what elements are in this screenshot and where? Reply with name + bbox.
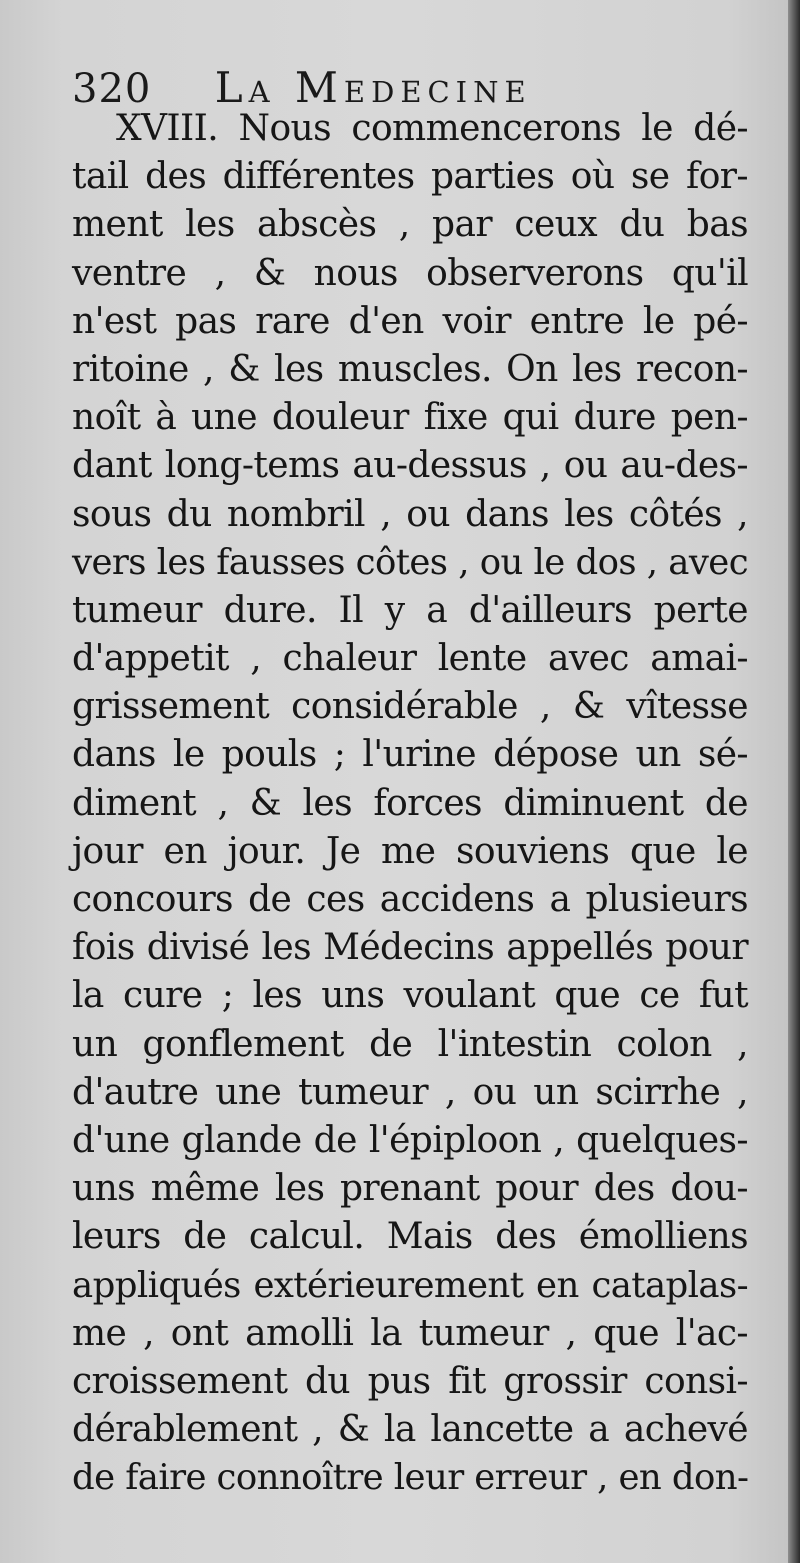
text-line: n'est pas rare d'en voir entre le pé-	[72, 300, 748, 342]
text-line: d'une glande de l'épiploon , quelques-	[72, 1119, 748, 1161]
text-line: noît à une douleur fixe qui dure pen-	[72, 397, 748, 439]
text-line: un gonflement de l'intestin colon ,	[72, 1023, 748, 1065]
text-line: concours de ces accidens a plusieurs	[72, 879, 748, 920]
text-line: XVIII. Nous commencerons le dé-	[116, 108, 748, 149]
page-edge-shadow	[788, 0, 800, 1563]
text-line: tumeur dure. Il y a d'ailleurs perte	[72, 589, 748, 631]
text-line: ventre , & nous observerons qu'il	[72, 252, 748, 294]
text-line: d'appetit , chaleur lente avec amai-	[72, 638, 748, 680]
text-line: d'autre une tumeur , ou un scirrhe ,	[72, 1071, 748, 1113]
running-head: La Medecine	[214, 63, 532, 112]
text-line: de faire connoître leur erreur , en don-	[72, 1457, 749, 1499]
text-line: me , ont amolli la tumeur , que l'ac-	[72, 1312, 748, 1354]
text-line: vers les fausses côtes , ou le dos , avec	[72, 541, 748, 583]
text-line: diment , & les forces diminuent de	[72, 782, 748, 824]
text-line: uns même les prenant pour des dou-	[72, 1168, 748, 1210]
text-line: dérablement , & la lancette a achevé	[72, 1409, 748, 1451]
text-line: dans le pouls ; l'urine dépose un sé-	[72, 734, 748, 776]
text-line: ment les abscès , par ceux du bas	[72, 204, 748, 246]
text-line: grissement considérable , & vîtesse	[72, 686, 748, 728]
page-number: 320	[72, 66, 152, 112]
text-line: fois divisé les Médecins appellés pour	[72, 927, 748, 969]
body-text	[72, 105, 748, 1502]
text-line: appliqués extérieurement en cataplas-	[72, 1264, 748, 1306]
text-line: tail des différentes parties où se for-	[72, 156, 748, 198]
text-line: la cure ; les uns voulant que ce fut	[72, 975, 748, 1017]
text-line: jour en jour. Je me souviens que le	[72, 830, 748, 872]
text-line: dant long-tems au-dessus , ou au-des-	[72, 445, 748, 487]
text-line: sous du nombril , ou dans les côtés ,	[72, 493, 748, 535]
text-line: leurs de calcul. Mais des émolliens	[72, 1216, 748, 1258]
text-line: croissement du pus fit grossir consi-	[72, 1360, 748, 1402]
text-line: ritoine , & les muscles. On les recon-	[72, 348, 748, 390]
